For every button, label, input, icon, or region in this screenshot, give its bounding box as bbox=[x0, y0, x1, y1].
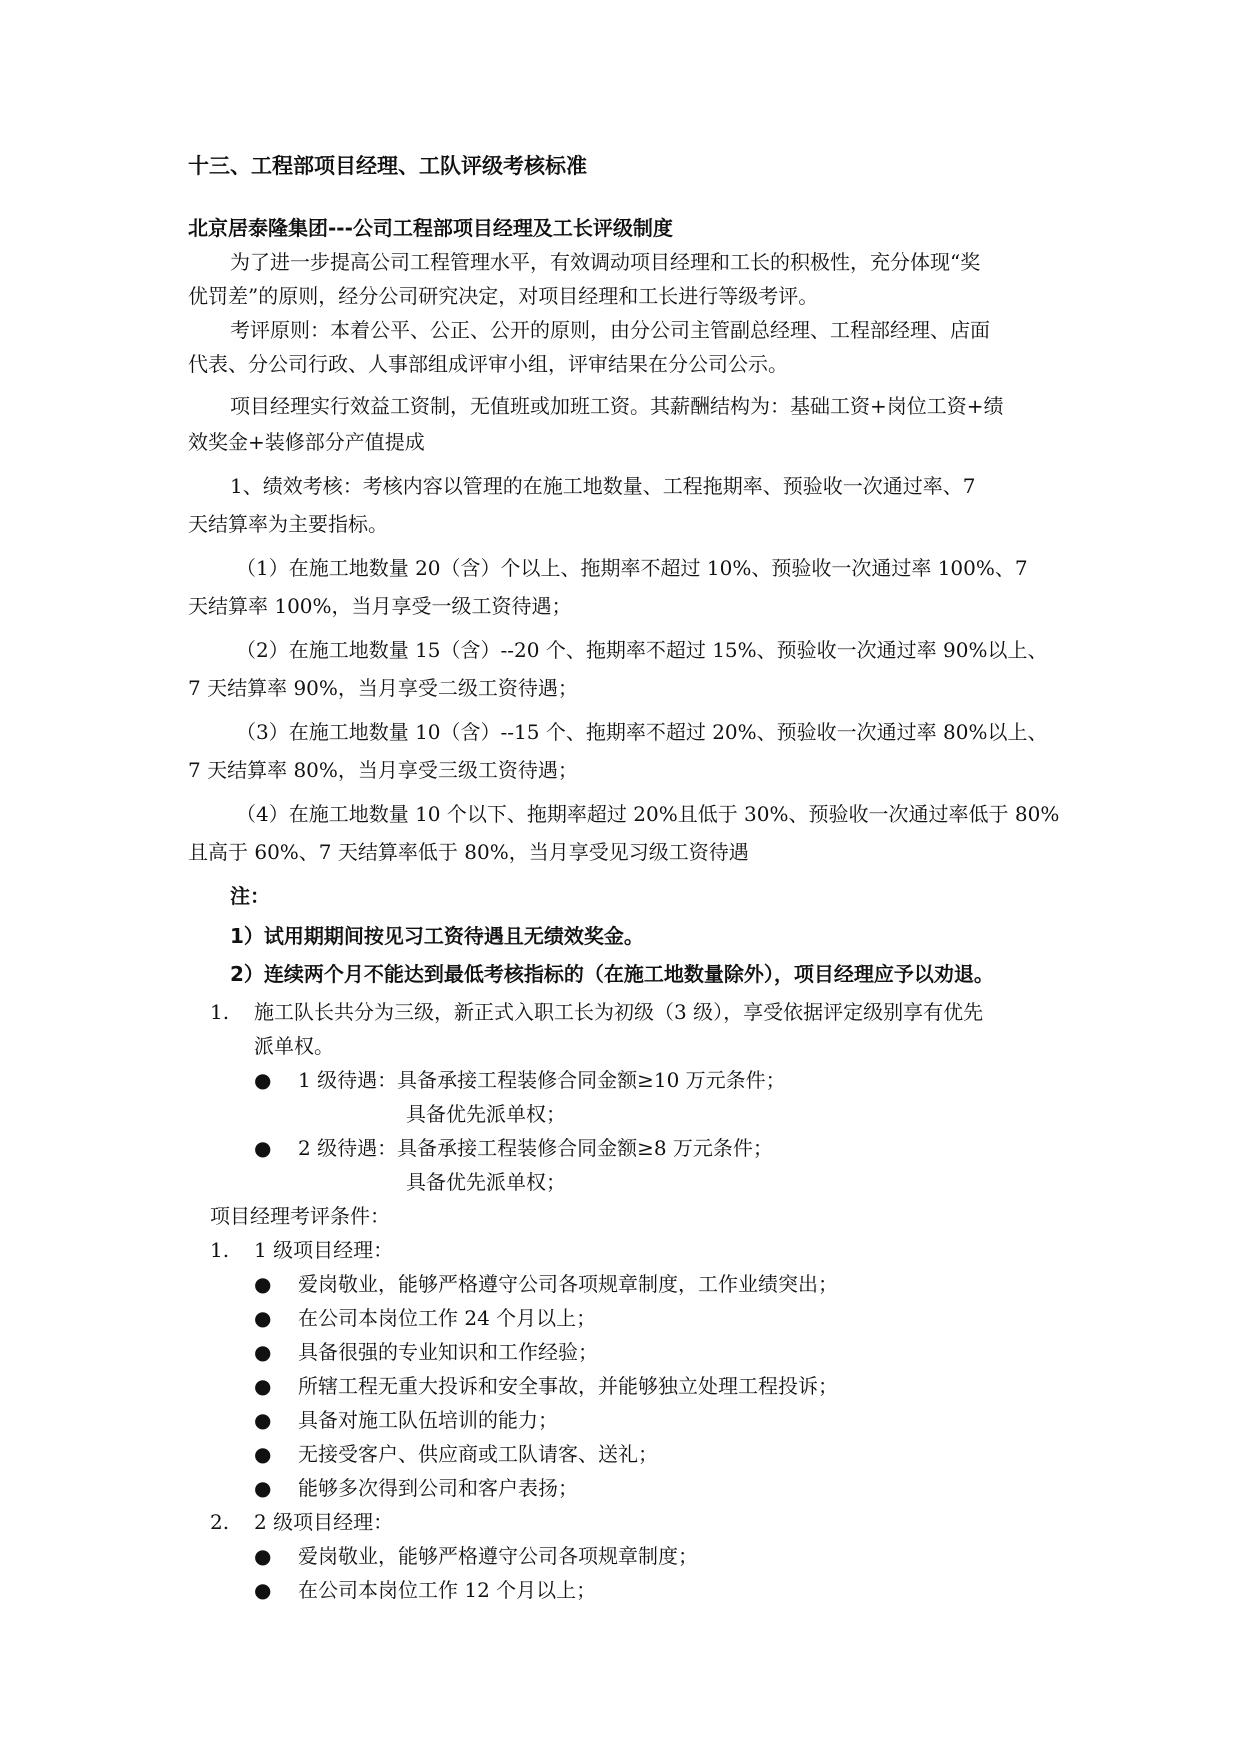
pm-level-1-label: 1 级项目经理： bbox=[254, 1238, 394, 1262]
bullet-icon: ● bbox=[254, 1340, 272, 1364]
salary-line-2: 效奖金+装修部分产值提成 bbox=[188, 430, 425, 454]
principle-line-1: 考评原则：本着公平、公正、公开的原则，由分公司主管副总经理、工程部经理、店面 bbox=[230, 318, 990, 342]
document-subtitle: 北京居泰隆集团---公司工程部项目经理及工长评级制度 bbox=[188, 216, 673, 240]
team-bullet-2-line-2: 具备优先派单权； bbox=[406, 1170, 566, 1194]
perf-item-1-line-2: 天结算率 100%，当月享受一级工资待遇； bbox=[188, 594, 572, 618]
note-1: 1）试用期期间按见习工资待遇且无绩效奖金。 bbox=[230, 924, 644, 948]
principle-line-2: 代表、分公司行政、人事部组成评审小组，评审结果在分公司公示。 bbox=[188, 352, 788, 376]
team-line-1: 施工队长共分为三级，新正式入职工长为初级（3 级），享受依据评定级别享有优先 bbox=[254, 1000, 984, 1024]
bullet-icon: ● bbox=[254, 1068, 272, 1092]
perf-item-1-line-1: （1）在施工地数量 20（含）个以上、拖期率不超过 10%、预验收一次通过率 100%、7 bbox=[236, 556, 1028, 580]
team-line-2: 派单权。 bbox=[254, 1034, 334, 1058]
team-num: 1. bbox=[210, 1000, 230, 1024]
bullet-icon: ● bbox=[254, 1544, 272, 1568]
pm-level-2-item-1: 爱岗敬业，能够严格遵守公司各项规章制度； bbox=[298, 1544, 698, 1568]
perf-item-4-line-2: 且高于 60%、7 天结算率低于 80%，当月享受见习级工资待遇 bbox=[188, 840, 749, 864]
perf-line-1: 1、绩效考核：考核内容以管理的在施工地数量、工程拖期率、预验收一次通过率、7 bbox=[230, 474, 976, 498]
bullet-icon: ● bbox=[254, 1408, 272, 1432]
bullet-icon: ● bbox=[254, 1272, 272, 1296]
bullet-icon: ● bbox=[254, 1442, 272, 1466]
bullet-icon: ● bbox=[254, 1136, 272, 1160]
pm-level-2-num: 2. bbox=[210, 1510, 230, 1534]
pm-level-1-item-2: 在公司本岗位工作 24 个月以上； bbox=[298, 1306, 597, 1330]
pm-level-1-item-7: 能够多次得到公司和客户表扬； bbox=[298, 1476, 578, 1500]
perf-item-3-line-2: 7 天结算率 80%，当月享受三级工资待遇； bbox=[188, 758, 578, 782]
pm-level-1-item-5: 具备对施工队伍培训的能力； bbox=[298, 1408, 558, 1432]
pm-level-1-item-1: 爱岗敬业，能够严格遵守公司各项规章制度，工作业绩突出； bbox=[298, 1272, 838, 1296]
pm-level-1-item-6: 无接受客户、供应商或工队请客、送礼； bbox=[298, 1442, 658, 1466]
pm-level-2-label: 2 级项目经理： bbox=[254, 1510, 394, 1534]
perf-item-3-line-1: （3）在施工地数量 10（含）--15 个、拖期率不超过 20%、预验收一次通过率 80%以上、 bbox=[236, 720, 1048, 744]
intro-line-1: 为了进一步提高公司工程管理水平，有效调动项目经理和工长的积极性，充分体现“奖 bbox=[230, 250, 981, 274]
page-title: 十三、工程部项目经理、工队评级考核标准 bbox=[188, 154, 587, 178]
bullet-icon: ● bbox=[254, 1578, 272, 1602]
salary-line-1: 项目经理实行效益工资制，无值班或加班工资。其薪酬结构为：基础工资+岗位工资+绩 bbox=[230, 394, 1004, 418]
pm-level-1-item-3: 具备很强的专业知识和工作经验； bbox=[298, 1340, 598, 1364]
note-label: 注： bbox=[230, 884, 270, 908]
team-bullet-2-line-1: 2 级待遇：具备承接工程装修合同金额≥8 万元条件； bbox=[298, 1136, 773, 1160]
team-bullet-1-line-1: 1 级待遇：具备承接工程装修合同金额≥10 万元条件； bbox=[298, 1068, 786, 1092]
perf-item-2-line-1: （2）在施工地数量 15（含）--20 个、拖期率不超过 15%、预验收一次通过率 90%以上、 bbox=[236, 638, 1048, 662]
bullet-icon: ● bbox=[254, 1374, 272, 1398]
perf-item-4-line-1: （4）在施工地数量 10 个以下、拖期率超过 20%且低于 30%、预验收一次通过率低于 80% bbox=[236, 802, 1060, 826]
intro-line-2: 优罚差”的原则，经分公司研究决定，对项目经理和工长进行等级考评。 bbox=[188, 284, 819, 308]
pm-level-2-item-2: 在公司本岗位工作 12 个月以上； bbox=[298, 1578, 597, 1602]
perf-item-2-line-2: 7 天结算率 90%，当月享受二级工资待遇； bbox=[188, 676, 578, 700]
bullet-icon: ● bbox=[254, 1476, 272, 1500]
pm-conditions-title: 项目经理考评条件： bbox=[210, 1204, 390, 1228]
pm-level-1-item-4: 所辖工程无重大投诉和安全事故，并能够独立处理工程投诉； bbox=[298, 1374, 838, 1398]
team-bullet-1-line-2: 具备优先派单权； bbox=[406, 1102, 566, 1126]
note-2: 2）连续两个月不能达到最低考核指标的（在施工地数量除外），项目经理应予以劝退。 bbox=[230, 962, 994, 986]
perf-line-2: 天结算率为主要指标。 bbox=[188, 512, 388, 536]
pm-level-1-num: 1. bbox=[210, 1238, 230, 1262]
bullet-icon: ● bbox=[254, 1306, 272, 1330]
